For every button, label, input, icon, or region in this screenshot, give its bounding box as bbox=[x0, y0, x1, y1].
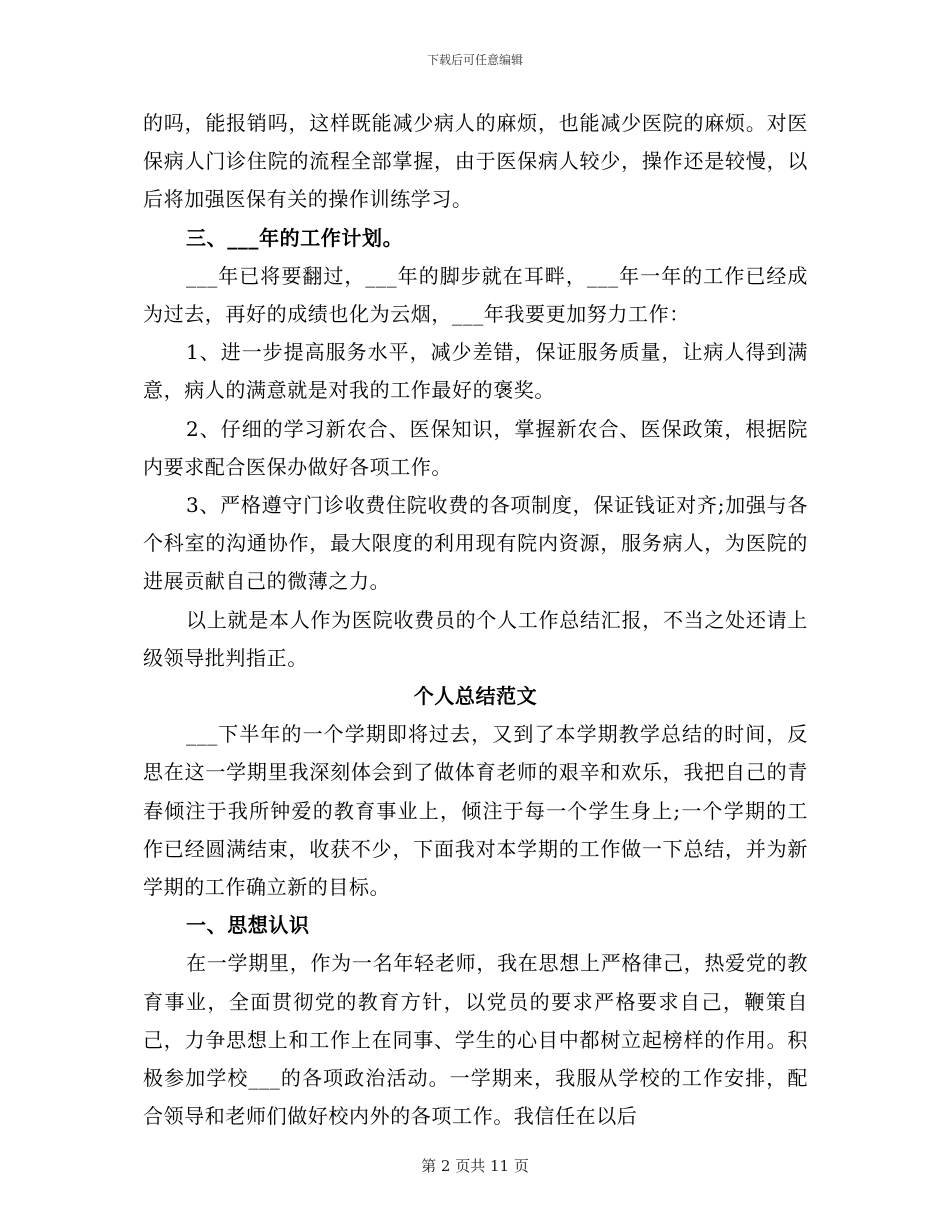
section-heading-work-plan: 三、___年的工作计划。 bbox=[186, 225, 404, 250]
paragraph-continued: 的吗，能报销吗，这样既能减少病人的麻烦，也能减少医院的麻烦。对医保病人门诊住院的流程全部掌握，由于医保病人较少，操作还是较慢，以后将加强医保有关的操作训练学习。 bbox=[143, 111, 808, 212]
paragraph-conclusion: 以上就是本人作为医院收费员的个人工作总结汇报，不当之处还请上级领导批判指正。 bbox=[143, 607, 808, 670]
page-header: 下载后可任意编辑 bbox=[426, 53, 523, 67]
section-heading-thinking: 一、思想认识 bbox=[186, 913, 310, 938]
page-footer: 第 2 页共 11 页 bbox=[421, 1157, 529, 1175]
paragraph-plan-intro: ___年已将要翻过，___年的脚步就在耳畔，___年一年的工作已经成为过去，再好的成绩也化为云烟，___年我要更加努力工作： bbox=[143, 263, 808, 327]
document-title: 个人总结范文 bbox=[413, 684, 538, 709]
paragraph-plan-item-1: 1、进一步提高服务水平，减少差错，保证服务质量，让病人得到满意，病人的满意就是对我的工作最好的褒奖。 bbox=[143, 340, 808, 403]
paragraph-thinking: 在一学期里，作为一名年轻老师，我在思想上严格律己，热爱党的教育事业，全面贯彻党的教育方针，以党员的要求严格要求自己，鞭策自己，力争思想上和工作上在同事、学生的心目中都树立起榜样的作用。积极参加学校___的各项政治活动。一学期来，我服从学校的工作安排，配合领导和老师们做好校内外的各项工作。我信任在以后 bbox=[143, 951, 808, 1129]
paragraph-summary-intro: ___下半年的一个学期即将过去，又到了本学期教学总结的时间，反思在这一学期里我深刻体会到了做体育老师的艰辛和欢乐，我把自己的青春倾注于我所钟爱的教育事业上，倾注于每一个学生身上;一个学期的工作已经圆满结束，收获不少，下面我对本学期的工作做一下总结，并为新学期的工作确立新的目标。 bbox=[143, 722, 808, 900]
paragraph-plan-item-3: 3、严格遵守门诊收费住院收费的各项制度，保证钱证对齐;加强与各个科室的沟通协作，最大限度的利用现有院内资源，服务病人，为医院的进展贡献自己的微薄之力。 bbox=[143, 493, 808, 594]
document-body bbox=[143, 104, 808, 1135]
paragraph-plan-item-2: 2、仔细的学习新农合、医保知识，掌握新农合、医保政策，根据院内要求配合医保办做好各项工作。 bbox=[143, 416, 808, 479]
